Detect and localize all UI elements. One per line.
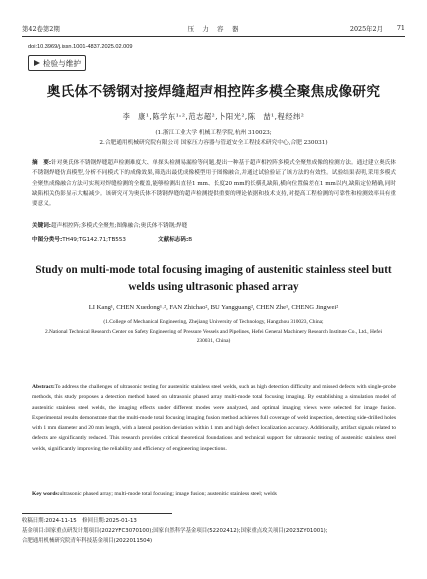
authors-english: LI Kang¹, CHEN Xuedong¹˒², FAN Zhichao², BU Yangguang², CHEN Zhe¹, CHENG Jingwei² [88,304,339,311]
doi: doi:10.3969/j.issn.1001-4837.2025.02.009 [28,44,133,50]
keywords-text-en: ultrasonic phased array; multi-mode total focusing; image fusion; austenitic stainless steel; welds [59,491,277,497]
keywords-text-zh: 超声相控阵;多模式全聚焦;图像融合;奥氏体不锈钢;焊缝 [51,223,188,229]
keywords-english [32,491,396,497]
section-icon [33,59,41,67]
doc-code-value: B [188,237,193,243]
received-dates: 收稿日期:2024-11-15 修回日期:2025-01-13 [22,518,137,524]
page-number: 71 [396,24,405,32]
section-badge [28,55,86,71]
section-label: 检验与维护 [43,58,81,68]
abstract-english [32,382,396,454]
affiliation-english-1: (1.College of Mechanical Engineering, Zhejiang University of Technology, Hangzhou 310023, China; [103,319,324,325]
abstract-label-en: Abstract: [32,384,55,390]
clc-label: 中图分类号: [32,237,63,243]
authors-chinese: 李 康¹,陈学东¹˒²,范志超²,卜阳光²,陈 喆¹,程经纬² [122,112,305,121]
fund-line-1: 基金项目:国家重点研发计划项目(2022YFC3070100);国家自然科学基金项目(52202412);国家重点攻关项目(2023ZY01001); [22,528,328,534]
journal-name: 压 力 容 器 [187,25,240,33]
affiliation-chinese-1: (1.浙江工业大学 机械工程学院,杭州 310023; [155,130,272,136]
title-english: Study on multi-mode total focusing imaging of austenitic stainless steel butt welds using ultrasonic phased array [35,264,392,293]
footnote-divider [22,513,172,514]
fund-line-2: 合肥通用机械研究院青年科技基金项目(2022011504) [22,538,153,544]
abstract-text-en: To address the challenges of ultrasonic testing for austenitic stainless steel welds, such as high detection difficulty and missed defects with single-probe methods, this study proposes a detection method based on ultrasonic phased array multi-mode total focusing imaging. By establishing a simulation model of austenitic stainless steel welds, the imaging effects under different modes were analyzed, and optimal imaging views were selected for image fusion. Experimental results demonstrate that the multi-mode total focusing imaging fusion method achieves full coverage of weld inspection, detecting side-drilled holes with 1 mm diameter and 20 mm length, with a lateral position deviation within 1 mm and high defect localization accuracy. Additionally, artifact signals related to defects are significantly reduced. This research provides critical theoretical foundations and technical support for ultrasonic testing of austenitic stainless steel welds, significantly improving the reliability and efficiency of engineering inspections. [32,384,396,452]
affiliation-english-2: 2.National Technical Research Center on Safety Engineering of Pressure Vessels and Pipelines, Hefei General Machinery Research Institute Co., Ltd., Hefei 230031, China) [45,329,382,345]
classification-line [32,235,396,243]
doc-code-label: 文献标志码: [158,237,189,243]
affiliation-chinese-2: 2.合肥通用机械研究院有限公司 国家压力容器与管道安全工程技术研究中心,合肥 230031) [99,140,328,146]
clc-value: TH49;TG142.71;TB553 [62,237,126,243]
running-header [22,22,405,37]
issue-date: 2025年2月 [349,25,383,33]
keywords-label-en: Key words: [32,491,60,497]
keywords-chinese [32,221,396,229]
abstract-text-zh: 针对奥氏体不锈钢焊缝超声检测难度大、单探头检测易漏检等问题,提出一种基于超声相控阵多模式全聚焦成像的检测方法。通过建立奥氏体不锈钢焊缝仿真模型,分析不同模式下的成像效果,筛选出最优成像模型用于图像融合,并通过试验验证了该方法的有效性。试验结果表明,采用多模式全聚焦成像融合方法可实现对焊缝检测的全覆盖,能够检测出直径1 mm、长度20 mm的长横孔缺陷,横向位置偏差在1 mm以内,缺陷定位精确,同时缺陷相关伪影显示大幅减少。该研究可为奥氏体不锈钢焊缝的超声检测提供重要的理论依据和技术支持,对提高工程检测的可靠性和检测效率具有重要意义。 [32,160,396,208]
abstract-chinese [32,158,396,209]
abstract-label-zh: 摘 要: [32,160,52,166]
keywords-label-zh: 关键词: [32,223,52,229]
title-chinese: 奥氏体不锈钢对接焊缝超声相控阵多模全聚焦成像研究 [46,84,381,100]
issue-label: 第42卷第2期 [22,25,60,33]
